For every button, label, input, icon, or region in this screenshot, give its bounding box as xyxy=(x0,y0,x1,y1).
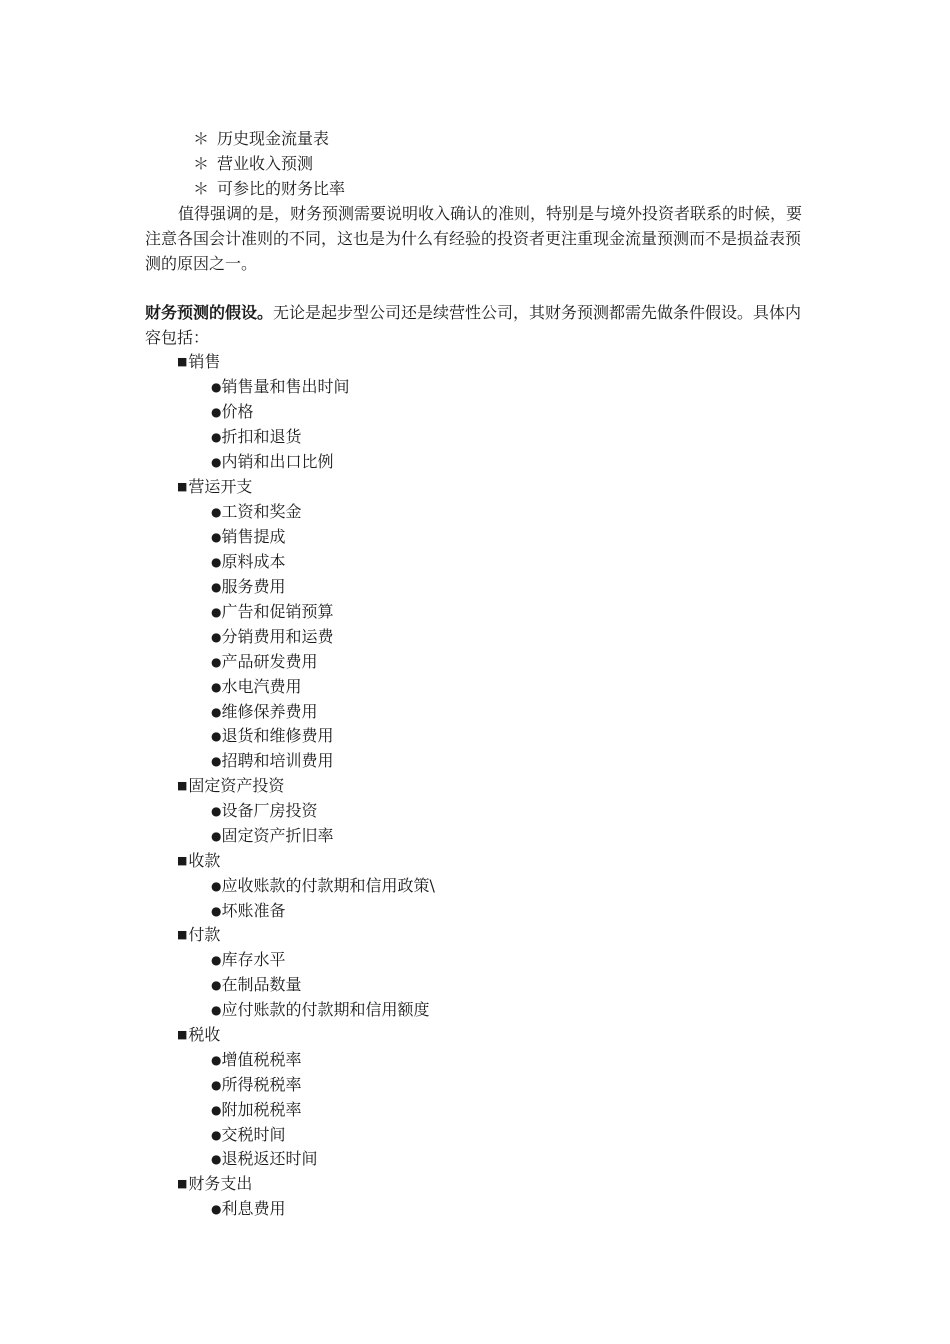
dot-bullet-icon: ● xyxy=(211,580,222,594)
list-item: ●退税返还时间 xyxy=(211,1146,318,1172)
list-item: ●库存水平 xyxy=(211,947,286,973)
dot-bullet-icon: ● xyxy=(211,555,222,569)
dot-bullet-icon: ● xyxy=(211,804,222,818)
dot-bullet-icon: ● xyxy=(211,729,222,743)
list-item: ●工资和奖金 xyxy=(211,499,302,525)
dot-bullet-icon: ● xyxy=(211,1202,222,1216)
category-operating-expenses: ■营运开支 xyxy=(177,474,252,499)
square-bullet-icon: ■ xyxy=(177,480,188,493)
list-item: ●原料成本 xyxy=(211,549,286,575)
category-payments: ■付款 xyxy=(177,922,220,947)
category-financial-expenses: ■财务支出 xyxy=(177,1171,252,1196)
category-taxes: ■税收 xyxy=(177,1022,220,1047)
asterisk-bullet-icon: ＊ xyxy=(193,154,210,173)
list-item: ●应付账款的付款期和信用额度 xyxy=(211,997,430,1023)
list-item: ●广告和促销预算 xyxy=(211,599,334,625)
dot-bullet-icon: ● xyxy=(211,1152,222,1166)
list-item: ●维修保养费用 xyxy=(211,699,318,725)
category-sales: ■销售 xyxy=(177,349,220,374)
paragraph-accounting-standards: 值得强调的是，财务预测需要说明收入确认的准则，特别是与境外投资者联系的时候，要注意各国会计准则的不同，这也是为什么有经验的投资者更注重现金流量预测而不是损益表预测的原因之一。 xyxy=(145,204,803,273)
assumptions-paragraph xyxy=(145,300,815,350)
list-item: ●销售量和售出时间 xyxy=(211,374,350,400)
list-item: ●设备厂房投资 xyxy=(211,798,318,824)
list-item: ●分销费用和运费 xyxy=(211,624,334,650)
list-item: ●招聘和培训费用 xyxy=(211,748,334,774)
list-item: ●所得税税率 xyxy=(211,1072,302,1098)
dot-bullet-icon: ● xyxy=(211,380,222,394)
list-item: ●附加税税率 xyxy=(211,1097,302,1123)
list-item: ●增值税税率 xyxy=(211,1047,302,1073)
section-heading: 财务预测的假设。 xyxy=(145,303,274,322)
dot-bullet-icon: ● xyxy=(211,455,222,469)
dot-bullet-icon: ● xyxy=(211,754,222,768)
list-item: ●服务费用 xyxy=(211,574,286,600)
list-item: ●应收账款的付款期和信用政策\ xyxy=(211,873,435,899)
list-item: ●交税时间 xyxy=(211,1122,286,1148)
dot-bullet-icon: ● xyxy=(211,605,222,619)
asterisk-bullet-icon: ＊ xyxy=(193,179,210,198)
star-bullet-item: ＊ 可参比的财务比率 xyxy=(193,179,346,198)
dot-bullet-icon: ● xyxy=(211,1078,222,1092)
star-bullet-item: ＊ 历史现金流量表 xyxy=(193,129,330,148)
list-item: ●销售提成 xyxy=(211,524,286,550)
square-bullet-icon: ■ xyxy=(177,928,188,941)
dot-bullet-icon: ● xyxy=(211,978,222,992)
star-bullet-item: ＊ 营业收入预测 xyxy=(193,154,314,173)
list-item: ●在制品数量 xyxy=(211,972,302,998)
dot-bullet-icon: ● xyxy=(211,630,222,644)
dot-bullet-icon: ● xyxy=(211,680,222,694)
list-item: ●固定资产折旧率 xyxy=(211,823,334,849)
list-item: ●产品研发费用 xyxy=(211,649,318,675)
dot-bullet-icon: ● xyxy=(211,1003,222,1017)
list-item: ●利息费用 xyxy=(211,1196,286,1222)
list-item: ●价格 xyxy=(211,399,254,425)
category-fixed-assets: ■固定资产投资 xyxy=(177,773,284,798)
dot-bullet-icon: ● xyxy=(211,405,222,419)
dot-bullet-icon: ● xyxy=(211,530,222,544)
category-collections: ■收款 xyxy=(177,848,220,873)
list-item: ●折扣和退货 xyxy=(211,424,302,450)
dot-bullet-icon: ● xyxy=(211,1103,222,1117)
dot-bullet-icon: ● xyxy=(211,1128,222,1142)
section-intro: 无论是起步型公司还是续营性公司，其财务预测都需先做条件假设。具体内容包括： xyxy=(145,303,802,347)
dot-bullet-icon: ● xyxy=(211,1053,222,1067)
dot-bullet-icon: ● xyxy=(211,505,222,519)
dot-bullet-icon: ● xyxy=(211,953,222,967)
square-bullet-icon: ■ xyxy=(177,779,188,792)
dot-bullet-icon: ● xyxy=(211,904,222,918)
dot-bullet-icon: ● xyxy=(211,655,222,669)
list-item: ●退货和维修费用 xyxy=(211,723,334,749)
dot-bullet-icon: ● xyxy=(211,829,222,843)
asterisk-bullet-icon: ＊ xyxy=(193,129,210,148)
list-item: ●水电汽费用 xyxy=(211,674,302,700)
list-item: ●坏账准备 xyxy=(211,898,286,924)
dot-bullet-icon: ● xyxy=(211,705,222,719)
square-bullet-icon: ■ xyxy=(177,854,188,867)
square-bullet-icon: ■ xyxy=(177,355,188,368)
dot-bullet-icon: ● xyxy=(211,879,222,893)
list-item: ●内销和出口比例 xyxy=(211,449,334,475)
dot-bullet-icon: ● xyxy=(211,430,222,444)
square-bullet-icon: ■ xyxy=(177,1028,188,1041)
square-bullet-icon: ■ xyxy=(177,1177,188,1190)
